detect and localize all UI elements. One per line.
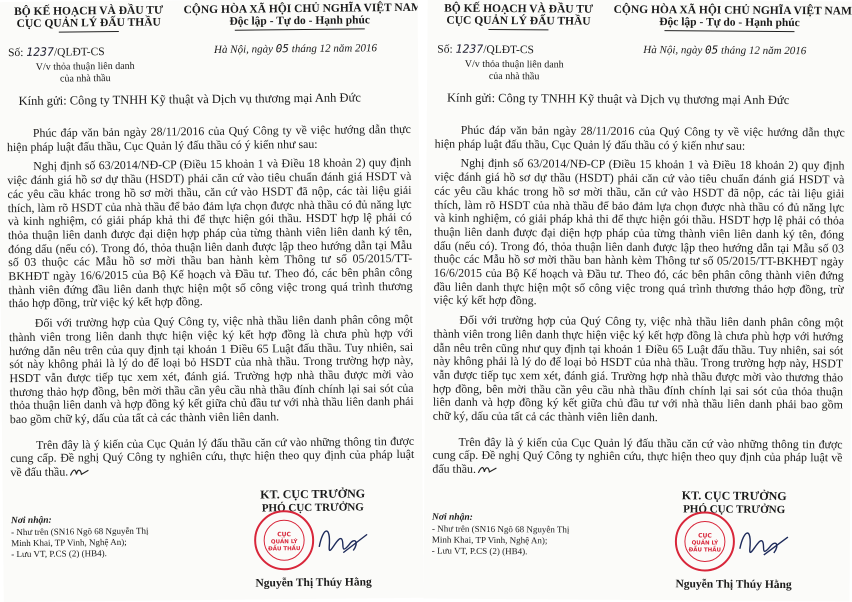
distribution-item: - Lưu VT, P.CS (2) (HB4). [11,548,107,560]
doc-number-handwritten: 1237 [26,44,55,59]
recipient-line: Kính gửi: Công ty TNHH Kỹ thuật và Dịch vụ thương mại Anh Đức [446,90,790,108]
national-motto [613,3,852,33]
paragraph-decree: Nghị định số 63/2014/NĐ-CP (Điều 15 khoản 1 và Điều 18 khoản 2) quy định việc đánh giá hồ sơ dự thầu (HSDT) phải căn cứ vào tiêu chuẩn đánh giá HSDT và các yêu cầu khác trong hồ sơ mời thầu, căn cứ vào HSDT đã nộp, các tài liệu giải thích, làm rõ HSDT của nhà thầu để bảo đảm lựa chọn được nhà thầu có đủ năng lực và kinh nghiệm, có giải pháp khả thi để thực hiện gói thầu. HSDT hợp lệ phải có thỏa thuận liên danh được đại diện hợp pháp của từng thành viên liên danh ký tên, đóng dấu (nếu có). Trong đó, thỏa thuận liên danh được lập theo hướng dẫn tại Mẫu số 03 thuộc các Mẫu hồ sơ mời thầu ban hành kèm Thông tư số 05/2015/TT-BKHĐT ngày 16/6/2015 của Bộ Kế hoạch và Đầu tư. Theo đó, các bên phân công thành viên đứng đầu liên danh thực hiện một số công việc trong quá trình thương thảo hợp đồng, trừ việc ký kết hợp đồng. [433,156,845,308]
subject-line [439,59,589,84]
motto-underline [664,30,794,32]
signer-subtitle: PHÓ CỤC TRƯỞNG [261,501,364,515]
paragraph-reply: Phúc đáp văn bản ngày 28/11/2016 của Quý Công ty về việc hướng dẫn thực hiện pháp luật đấu thầu, Cục Quản lý đấu thầu có ý kiến như sau: [6,121,411,154]
header-underline [488,29,548,30]
subject-line [10,61,160,87]
distribution-item: - Như trên (SN16 Ngõ 68 Nguyễn Thị [431,523,570,535]
svg-text:CỤC: CỤC [698,532,712,540]
recipient-line: Kính gửi: Công ty TNHH Kỹ thuật và Dịch vụ thương mại Anh Đức [18,90,361,108]
closing-text: Trên đây là ý kiến của Cục Quản lý đấu thầu căn cứ vào những thông tin được cung cấp. Đề nghị Quý Công ty nghiên cứu, thực hiện theo quy định của pháp luật về đấu thầu. [432,434,843,477]
document-number [8,44,105,59]
handwritten-initials-icon [68,467,90,479]
svg-text:CỤC: CỤC [277,531,291,539]
letter-body [432,91,845,480]
motto: Độc lập - Tự do - Hạnh phúc [229,14,371,28]
letter-body [6,90,414,480]
doc-number-suffix: /QLĐT-CS [483,43,534,57]
signer-block [213,486,413,590]
svg-text:QUẢN LÝ: QUẢN LÝ [691,540,719,547]
signer-title: KT. CỤC TRƯỞNG [681,488,787,504]
closing-text: Trên đây là ý kiến của Cục Quản lý đấu thầu căn cứ vào những thông tin được cung cấp. Đề nghị Quý Công ty nghiên cứu, thực hiện theo quy định của pháp luật về đấu thầu. [10,433,415,480]
svg-text:ĐẤU THẦU: ĐẤU THẦU [268,546,301,553]
signer-name: Nguyễn Thị Thúy Hằng [255,576,372,590]
date-prefix: Hà Nội, ngày [643,44,703,57]
date-day-handwritten: 05 [275,42,290,56]
date-line [214,41,377,56]
agency-name: CỤC QUẢN LÝ ĐẤU THẦU [446,14,591,28]
nation-name: CỘNG HÒA XÃ HỘI CHỦ NGHĨA VIỆT NAM [183,1,422,17]
date-prefix: Hà Nội, ngày [213,43,274,56]
ministry-name: BỘ KẾ HOẠCH VÀ ĐẦU TƯ [444,2,594,16]
date-line [643,43,806,57]
national-motto [183,1,422,31]
letterhead [427,0,852,101]
handwritten-signature-icon [734,519,794,569]
subject-line-1: V/v thỏa thuận liên danh [35,60,135,73]
paragraph-case: Đối với trường hợp của Quý Công ty, việc nhà thầu liên danh phân công một thành viên trong liên danh thực hiện việc ký kết hợp đồng là chưa phù hợp với hướng dẫn nêu trên cũng như quy định tại khoản 1 Điều 65 Luật đấu thầu. Tuy nhiên, sai sót này không phải là lý do để loại bỏ HSDT của nhà thầu. Trong trường hợp này, HSDT vẫn được tiếp tục xem xét, đánh giá. Trường hợp nhà thầu được mời vào thương thảo hợp đồng, bên mời thầu cần yêu cầu nhà thầu đính chính lại sai sót của thỏa thuận liên danh và hợp đồng ký kết giữa chủ đầu tư với nhà thầu liên danh phải bao gồm chữ ký, dấu của tất cả các thành viên liên danh. [432,312,844,425]
doc-number-suffix: /QLĐT-CS [53,46,105,59]
date-suffix: tháng 12 năm 2016 [721,44,807,58]
svg-text:QUẢN LÝ: QUẢN LÝ [270,539,298,546]
paragraph-closing [432,435,842,479]
signature-section [3,486,424,602]
distribution-item: - Như trên (SN16 Ngõ 68 Nguyễn Thị [10,525,149,538]
signature-section [423,487,850,602]
motto-underline [235,28,365,30]
doc-number-prefix: Số: [437,43,453,56]
date-suffix: tháng 12 năm 2016 [291,42,378,56]
subject-line-1: V/v thỏa thuận liên danh [464,58,564,71]
subject-line-2: của nhà thầu [488,70,540,83]
signer-title: KT. CỤC TRƯỞNG [260,486,366,502]
nation-name: CỘNG HÒA XÃ HỘI CHỦ NGHĨA VIỆT NAM [613,3,852,18]
distribution-item: Minh Khai, TP Vinh, Nghệ An); [431,534,548,546]
header-underline [59,31,119,33]
distribution-label: Nơi nhận: [432,512,473,523]
motto: Độc lập - Tự do - Hạnh phúc [659,16,800,30]
official-seal-stamp [253,509,316,572]
agency-name: CỤC QUẢN LÝ ĐẤU THẦU [16,16,161,31]
signer-subtitle: PHÓ CỤC TRƯỞNG [683,503,786,517]
doc-number-handwritten: 1237 [455,41,484,56]
date-day-handwritten: 05 [705,43,719,57]
issuing-agency [433,3,603,31]
paragraph-reply: Phúc đáp văn bản ngày 28/11/2016 của Quý Công ty về việc hướng dẫn thực hiện pháp luật đấu thầu, Cục Quản lý đấu thầu có ý kiến như sau: [434,122,845,153]
paragraph-closing [10,435,414,480]
svg-text:ĐẤU THẦU: ĐẤU THẦU [688,547,722,554]
signer-name: Nguyễn Thị Thúy Hằng [675,578,792,592]
ministry-name: BỘ KẾ HOẠCH VÀ ĐẦU TƯ [14,4,164,19]
distribution-item: - Lưu VT, P.CS (2) (HB4). [431,545,528,557]
document-number [437,42,534,57]
paragraph-case: Đối với trường hợp của Quý Công ty, việc nhà thầu liên danh phân công một thành viên trong liên danh thực hiện việc ký kết hợp đồng là chưa phù hợp với hướng dẫn nêu trên của quy định tại khoản 1 Điều 65 Luật đấu thầu. Tuy nhiên, sai sót này không phải là lý do để loại bỏ HSDT của nhà thầu. Trong trường hợp này, HSDT vẫn được tiếp tục xem xét, đánh giá. Trường hợp nhà thầu được mời vào thương thảo hợp đồng, bên mời thầu cần yêu cầu nhà thầu đính chính lại sai sót của thỏa thuận liên danh và hợp đồng ký kết giữa chủ đầu tư với nhà thầu liên danh phải bao gồm chữ ký, dấu của tất cả các thành viên liên danh. [8,312,414,427]
doc-number-prefix: Số: [7,46,24,60]
issuing-agency [4,4,174,33]
handwritten-signature-icon [313,516,374,567]
handwritten-initials-icon [476,464,498,476]
official-seal-stamp [674,510,736,572]
distribution-item: Minh Khai, TP Vinh, Nghệ An); [11,536,127,549]
document-page-left [0,0,424,602]
distribution-label: Nơi nhận: [10,515,52,527]
signer-block [634,488,834,592]
distribution-list [432,513,622,558]
letterhead [0,0,422,102]
document-page-right [423,0,852,601]
subject-line-2: của nhà thầu [59,73,111,85]
paragraph-decree: Nghị định số 63/2014/NĐ-CP (Điều 15 khoản 1 và Điều 18 khoản 2) quy định việc đánh giá hồ sơ dự thầu (HSDT) phải căn cứ vào tiêu chuẩn đánh giá HSDT và các yêu cầu khác trong hồ sơ mời thầu, căn cứ vào HSDT đã nộp, các tài liệu giải thích, làm rõ HSDT của nhà thầu để bảo đảm lựa chọn được nhà thầu có đủ năng lực và kinh nghiệm, có giải pháp khả thi để thực hiện gói thầu. HSDT hợp lệ phải có thỏa thuận liên danh được đại diện hợp pháp của từng thành viên liên danh ký tên, đóng dấu (nếu có). Trong đó, thỏa thuận liên danh được lập theo hướng dẫn tại Mẫu số 03 thuộc các Mẫu hồ sơ mời thầu ban hành kèm Thông tư số 05/2015/TT-BKHĐT ngày 16/6/2015 của Bộ Kế hoạch và Đầu tư. Theo đó, các bên phân công thành viên đứng đầu liên danh thực hiện một số công việc trong quá trình thương thảo hợp đồng, trừ việc ký kết hợp đồng. [7,155,413,311]
distribution-list [11,514,201,560]
